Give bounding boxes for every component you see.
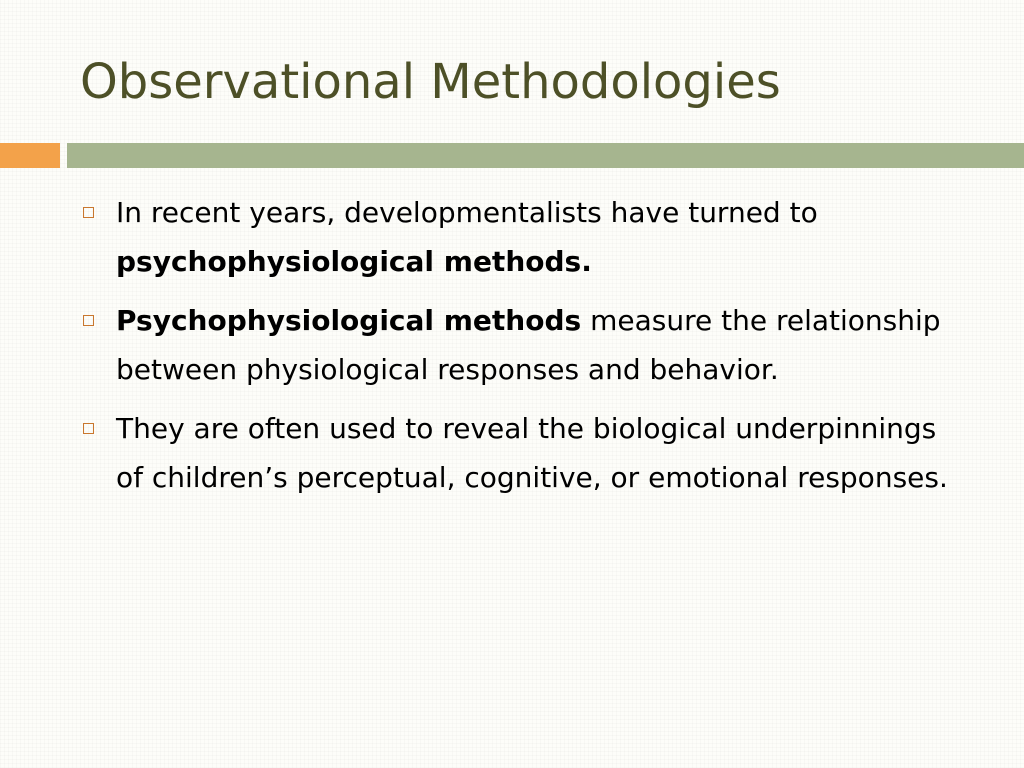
bullet-item-2 [76, 296, 966, 394]
bullet-item-3 [76, 404, 966, 502]
accent-bar-orange [0, 143, 60, 168]
bullet-3-text: They are often used to reveal the biological underpinnings of children’s perceptual, cognitive, or emotional responses. [116, 412, 948, 494]
bullet-list [76, 188, 966, 512]
slide-title: Observational Methodologies [80, 54, 781, 110]
bullet-1-text: In recent years, developmentalists have turned to [116, 196, 818, 229]
square-bullet-icon [83, 315, 94, 326]
bullet-2-text: measure the relationship between physiological responses and behavior. [116, 304, 941, 386]
bullet-1-bold-term: psychophysiological methods. [116, 245, 592, 278]
bullet-2-bold-term: Psychophysiological methods [116, 304, 582, 337]
bullet-item-1 [76, 188, 966, 286]
square-bullet-icon [83, 423, 94, 434]
accent-bar-green [67, 143, 1024, 168]
square-bullet-icon [83, 207, 94, 218]
